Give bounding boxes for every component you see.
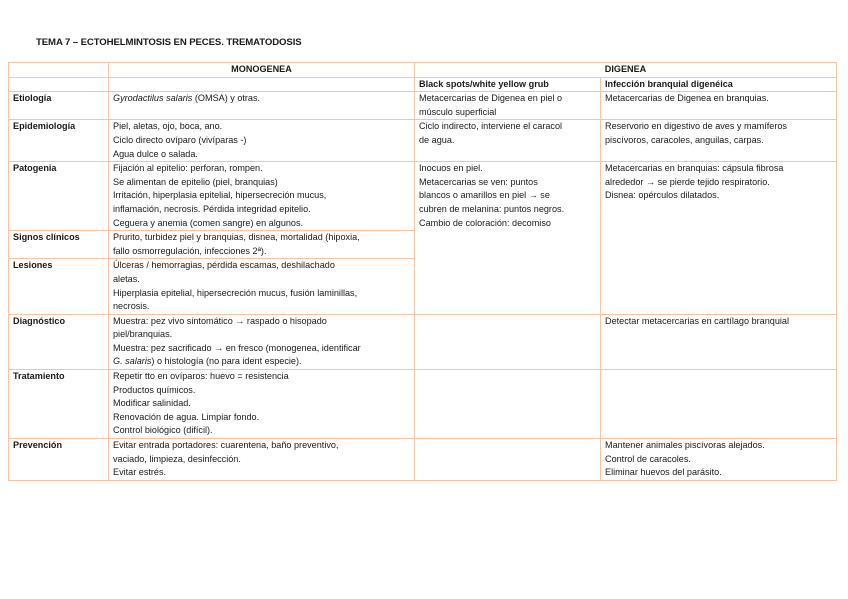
header-row-groups: [9, 63, 837, 78]
cell-tratamiento-black-spots: [415, 370, 601, 439]
header-empty-cell: [9, 63, 109, 78]
cell-etiologia-black-spots: [415, 92, 601, 120]
row-label-prevencion: Prevención: [9, 439, 109, 481]
text-line: Metacercarias de Digenea en branquias.: [605, 93, 769, 104]
cell-signos-monogenea: [109, 231, 415, 259]
text-line: Úlceras / hemorragias, pérdida escamas, deshilachado: [113, 260, 335, 271]
text-line: Ciclo indirecto, interviene el caracol: [419, 121, 563, 132]
text-line: Detectar metacercarias en cartílago branquial: [605, 315, 789, 326]
text-line: de agua.: [419, 134, 455, 145]
cell-epidemiologia-monogenea: [109, 120, 415, 162]
cell-prevencion-black-spots: [415, 439, 601, 481]
table-row-prevencion: [9, 439, 837, 481]
text-line: Agua dulce o salada.: [113, 148, 198, 159]
text-line: Reservorio en digestivo de aves y mamíferos: [605, 121, 787, 132]
text-line: Disnea: opérculos dilatados.: [605, 190, 720, 201]
text-line: Evitar entrada portadores: cuarentena, baño preventivo,: [113, 440, 339, 451]
text-line: Hiperplasia epitelial, hipersecreción mucus, fusión laminillas,: [113, 287, 358, 298]
text-line: Ceguera y anemia (comen sangre) en algunos.: [113, 217, 304, 228]
text-line: Fijación al epitelio: perforan, rompen.: [113, 163, 263, 174]
header-branquial: Infección branquial digenéica: [601, 77, 837, 92]
header-digenea: DIGENEA: [415, 63, 837, 78]
subheader-empty-cell: [9, 77, 109, 92]
text-line: fallo osmorregulación, infecciones 2ª).: [113, 245, 267, 256]
cell-lesiones-monogenea: [109, 259, 415, 314]
text-line: cubren de melanina: puntos negros.: [419, 203, 565, 214]
cell-diagnostico-branquial: [601, 314, 837, 369]
row-label-diagnostico: Diagnóstico: [9, 314, 109, 369]
row-label-lesiones: Lesiones: [9, 259, 109, 314]
cell-patogenia-branquial: [601, 162, 837, 315]
header-black-spots: Black spots/white yellow grub: [415, 77, 601, 92]
text-line: Modificar salinidad.: [113, 398, 191, 409]
text-line: Se alimentan de epitelio (piel, branquias): [113, 176, 278, 187]
text-line: inflamación, necrosis. Pérdida integridad epitelio.: [113, 203, 311, 214]
row-label-signos: Signos clínicos: [9, 231, 109, 259]
text-line: Cambio de coloración: decomiso: [419, 217, 551, 228]
cell-epidemiologia-branquial: [601, 120, 837, 162]
text-line: Metacercarias de Digenea en piel o: [419, 93, 563, 104]
cell-etiologia-branquial: [601, 92, 837, 120]
row-label-patogenia: Patogenia: [9, 162, 109, 231]
text-line: piscívoros, caracoles, anguilas, carpas.: [605, 134, 764, 145]
page-title: TEMA 7 – ECTOHELMINTOSIS EN PECES. TREMATODOSIS: [36, 37, 302, 48]
header-monogenea: MONOGENEA: [109, 63, 415, 78]
text-line: alrededor → se pierde tejido respiratorio.: [605, 176, 770, 187]
row-label-etiologia: Etiología: [9, 92, 109, 120]
text-line: Renovación de agua. Limpiar fondo.: [113, 411, 260, 422]
text-line: Repetir tto en ovíparos: huevo = resistencia: [113, 371, 289, 382]
cell-diagnostico-black-spots: [415, 314, 601, 369]
text-line: Irritación, hiperplasia epitelial, hipersecreción mucus,: [113, 190, 327, 201]
subheader-monogenea-empty: [109, 77, 415, 92]
text-line: Metacercarias en branquias: cápsula fibrosa: [605, 163, 784, 174]
text-line: aletas.: [113, 273, 140, 284]
species-name: Gyrodactilus salaris: [113, 93, 193, 104]
text-line: necrosis.: [113, 301, 150, 312]
table-row-patogenia: [9, 162, 837, 231]
text-line: Prurito, turbidez piel y branquias, disnea, mortalidad (hipoxia,: [113, 232, 360, 243]
text-line: blancos o amarillos en piel → se: [419, 190, 550, 201]
table-row-diagnostico: [9, 314, 837, 369]
cell-patogenia-monogenea: [109, 162, 415, 231]
text-line: Piel, aletas, ojo, boca, ano.: [113, 121, 223, 132]
comparison-table: [8, 62, 837, 481]
table-row-etiologia: [9, 92, 837, 120]
text-line: Control biológico (difícil).: [113, 425, 213, 436]
text-line: vaciado, limpieza, desinfección.: [113, 453, 241, 464]
text-line: Eliminar huevos del parásito.: [605, 467, 722, 478]
text-line: Productos químicos.: [113, 384, 196, 395]
cell-diagnostico-monogenea: [109, 314, 415, 369]
cell-epidemiologia-black-spots: [415, 120, 601, 162]
cell-etiologia-monogenea: [109, 92, 415, 120]
row-label-tratamiento: Tratamiento: [9, 370, 109, 439]
text-line: Control de caracoles.: [605, 453, 691, 464]
header-row-subgroups: [9, 77, 837, 92]
etiologia-text: (OMSA) y otras.: [192, 93, 261, 104]
text-line: ) o histología (no para ident especie).: [151, 356, 302, 367]
row-label-epidemiologia: Epidemiología: [9, 120, 109, 162]
cell-prevencion-monogenea: [109, 439, 415, 481]
cell-tratamiento-monogenea: [109, 370, 415, 439]
text-line: Mantener animales piscívoras alejados.: [605, 440, 765, 451]
text-line: piel/branquias.: [113, 329, 173, 340]
text-line: Inocuos en piel.: [419, 163, 483, 174]
cell-tratamiento-branquial: [601, 370, 837, 439]
species-name: G. salaris: [113, 356, 152, 367]
text-line: Muestra: pez vivo sintomático → raspado o hisopado: [113, 315, 327, 326]
cell-prevencion-branquial: [601, 439, 837, 481]
text-line: músculo superficial: [419, 106, 497, 117]
text-line: Ciclo directo ovíparo (vivíparas -): [113, 134, 247, 145]
text-line: Muestra: pez sacrificado → en fresco (monogenea, identificar: [113, 342, 361, 353]
text-line: Evitar estrés.: [113, 467, 167, 478]
text-line: Metacercarias se ven: puntos: [419, 176, 538, 187]
cell-patogenia-black-spots: [415, 162, 601, 315]
table-row-tratamiento: [9, 370, 837, 439]
table-row-epidemiologia: [9, 120, 837, 162]
